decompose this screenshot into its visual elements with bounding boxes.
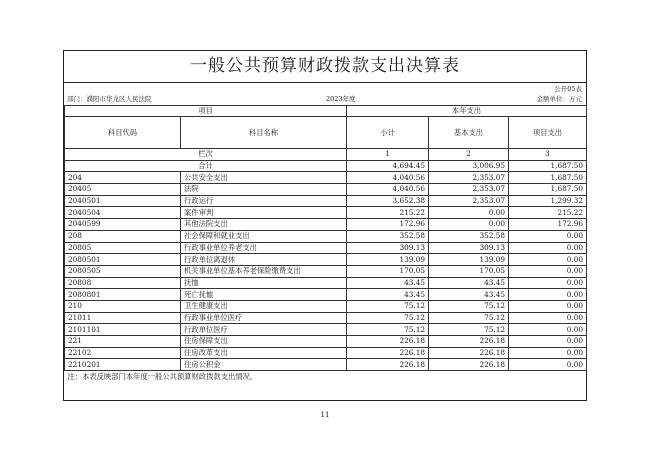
table-row bbox=[65, 184, 587, 196]
cell-project: 0.00 bbox=[509, 336, 587, 348]
cell-project: 0.00 bbox=[509, 277, 587, 289]
cell-project: 0.00 bbox=[509, 265, 587, 277]
cell-basic: 309.13 bbox=[429, 242, 509, 254]
header-basic: 基本支出 bbox=[429, 117, 509, 149]
cell-basic: 2,353.07 bbox=[429, 172, 509, 184]
cell-subtotal: 226.18 bbox=[347, 359, 429, 371]
amount-unit: 金额单位：万元 bbox=[536, 95, 582, 103]
table-row bbox=[65, 312, 587, 324]
cell-code: 2101101 bbox=[65, 324, 181, 336]
cell-code: 210 bbox=[65, 300, 181, 312]
cell-code: 2210201 bbox=[65, 359, 181, 371]
cell-code: 2040504 bbox=[65, 207, 181, 219]
table-row bbox=[65, 336, 587, 348]
table-note: 注：本表反映部门本年度一般公共预算财政拨款支出情况。 bbox=[65, 371, 587, 383]
cell-name: 行政运行 bbox=[181, 195, 347, 207]
cell-subtotal: 4,040.56 bbox=[347, 184, 429, 196]
cell-code: 20405 bbox=[65, 184, 181, 196]
cell-project: 1,299.32 bbox=[509, 195, 587, 207]
report-title: 一般公共预算财政拨款支出决算表 bbox=[64, 51, 586, 83]
table-row bbox=[65, 300, 587, 312]
cell-project: 215.22 bbox=[509, 207, 587, 219]
cell-code: 204 bbox=[65, 172, 181, 184]
cell-basic: 139.09 bbox=[429, 254, 509, 266]
cell-project: 0.00 bbox=[509, 230, 587, 242]
cell-name: 行政事业单位医疗 bbox=[181, 312, 347, 324]
cell-subtotal: 226.18 bbox=[347, 347, 429, 359]
header-code: 科目代码 bbox=[65, 117, 181, 149]
cell-subtotal: 139.09 bbox=[347, 254, 429, 266]
cell-code: 20808 bbox=[65, 277, 181, 289]
cell-name: 抚恤 bbox=[181, 277, 347, 289]
fiscal-year: 2023年度 bbox=[326, 95, 356, 103]
seq-label: 栏次 bbox=[65, 149, 347, 161]
cell-project: 0.00 bbox=[509, 289, 587, 301]
column-index-row bbox=[65, 149, 587, 161]
cell-name: 公共安全支出 bbox=[181, 172, 347, 184]
header-project: 项目支出 bbox=[509, 117, 587, 149]
cell-basic: 75.12 bbox=[429, 324, 509, 336]
cell-subtotal: 352.58 bbox=[347, 230, 429, 242]
cell-subtotal: 75.12 bbox=[347, 324, 429, 336]
header-row-columns bbox=[65, 117, 587, 149]
cell-name: 死亡抚恤 bbox=[181, 289, 347, 301]
cell-basic: 226.18 bbox=[429, 347, 509, 359]
cell-subtotal: 43.45 bbox=[347, 277, 429, 289]
header-current-year: 本年支出 bbox=[347, 106, 587, 117]
cell-subtotal: 226.18 bbox=[347, 336, 429, 348]
cell-name: 案件审判 bbox=[181, 207, 347, 219]
cell-code: 2040501 bbox=[65, 195, 181, 207]
cell-basic: 75.12 bbox=[429, 312, 509, 324]
cell-basic: 2,353.07 bbox=[429, 195, 509, 207]
cell-basic: 43.45 bbox=[429, 277, 509, 289]
table-row bbox=[65, 277, 587, 289]
cell-project: 0.00 bbox=[509, 254, 587, 266]
cell-name: 其他法院支出 bbox=[181, 219, 347, 231]
cell-project: 1,687.50 bbox=[509, 184, 587, 196]
note-row bbox=[65, 371, 587, 383]
cell-basic: 43.45 bbox=[429, 289, 509, 301]
cell-project: 0.00 bbox=[509, 312, 587, 324]
cell-subtotal: 170.05 bbox=[347, 265, 429, 277]
cell-code: 2080501 bbox=[65, 254, 181, 266]
cell-basic: 226.18 bbox=[429, 359, 509, 371]
table-row bbox=[65, 207, 587, 219]
cell-name: 机关事业单位基本养老保险缴费支出 bbox=[181, 265, 347, 277]
cell-basic: 0.00 bbox=[429, 219, 509, 231]
table-row bbox=[65, 254, 587, 266]
cell-subtotal: 215.22 bbox=[347, 207, 429, 219]
cell-basic: 75.12 bbox=[429, 300, 509, 312]
header-name: 科目名称 bbox=[181, 117, 347, 149]
header-item: 项目 bbox=[65, 106, 347, 117]
table-row bbox=[65, 359, 587, 371]
total-row bbox=[65, 160, 587, 172]
cell-name: 法院 bbox=[181, 184, 347, 196]
total-subtotal: 4,694.45 bbox=[347, 160, 429, 172]
total-basic: 3,006.95 bbox=[429, 160, 509, 172]
page-number: 11 bbox=[320, 411, 330, 419]
table-row bbox=[65, 219, 587, 231]
cell-name: 行政单位医疗 bbox=[181, 324, 347, 336]
cell-name: 卫生健康支出 bbox=[181, 300, 347, 312]
cell-subtotal: 3,652.38 bbox=[347, 195, 429, 207]
table-row bbox=[65, 265, 587, 277]
cell-project: 0.00 bbox=[509, 324, 587, 336]
table-row bbox=[65, 347, 587, 359]
cell-project: 0.00 bbox=[509, 300, 587, 312]
cell-code: 21011 bbox=[65, 312, 181, 324]
table-row bbox=[65, 230, 587, 242]
table-row bbox=[65, 289, 587, 301]
cell-name: 住房改革支出 bbox=[181, 347, 347, 359]
cell-subtotal: 75.12 bbox=[347, 312, 429, 324]
table-row bbox=[65, 172, 587, 184]
cell-code: 22102 bbox=[65, 347, 181, 359]
cell-basic: 226.18 bbox=[429, 336, 509, 348]
total-label: 合计 bbox=[65, 160, 347, 172]
cell-name: 社会保障和就业支出 bbox=[181, 230, 347, 242]
department-label: 部门：濮阳市华龙区人民法院 bbox=[67, 95, 152, 103]
cell-project: 172.96 bbox=[509, 219, 587, 231]
table-number: 公开05表 bbox=[554, 85, 582, 93]
table-row bbox=[65, 242, 587, 254]
cell-subtotal: 75.12 bbox=[347, 300, 429, 312]
cell-code: 2040599 bbox=[65, 219, 181, 231]
cell-project: 0.00 bbox=[509, 347, 587, 359]
table-row bbox=[65, 195, 587, 207]
cell-subtotal: 172.96 bbox=[347, 219, 429, 231]
cell-name: 住房公积金 bbox=[181, 359, 347, 371]
expenditure-table bbox=[64, 105, 587, 382]
header-row-group bbox=[65, 106, 587, 117]
cell-code: 20805 bbox=[65, 242, 181, 254]
cell-code: 221 bbox=[65, 336, 181, 348]
cell-code: 208 bbox=[65, 230, 181, 242]
col-index-1: 1 bbox=[347, 149, 429, 161]
cell-subtotal: 4,040.56 bbox=[347, 172, 429, 184]
cell-project: 0.00 bbox=[509, 359, 587, 371]
col-index-2: 2 bbox=[429, 149, 509, 161]
cell-code: 2080801 bbox=[65, 289, 181, 301]
cell-name: 住房保障支出 bbox=[181, 336, 347, 348]
cell-name: 行政事业单位养老支出 bbox=[181, 242, 347, 254]
cell-basic: 352.58 bbox=[429, 230, 509, 242]
cell-project: 1,687.50 bbox=[509, 172, 587, 184]
cell-subtotal: 309.13 bbox=[347, 242, 429, 254]
cell-name: 行政单位离退休 bbox=[181, 254, 347, 266]
header-subtotal: 小计 bbox=[347, 117, 429, 149]
cell-project: 0.00 bbox=[509, 242, 587, 254]
report-frame bbox=[63, 50, 587, 401]
table-row bbox=[65, 324, 587, 336]
cell-basic: 0.00 bbox=[429, 207, 509, 219]
total-project: 1,687.50 bbox=[509, 160, 587, 172]
cell-basic: 2,353.07 bbox=[429, 184, 509, 196]
cell-basic: 170.05 bbox=[429, 265, 509, 277]
cell-code: 2080505 bbox=[65, 265, 181, 277]
cell-subtotal: 43.45 bbox=[347, 289, 429, 301]
col-index-3: 3 bbox=[509, 149, 587, 161]
